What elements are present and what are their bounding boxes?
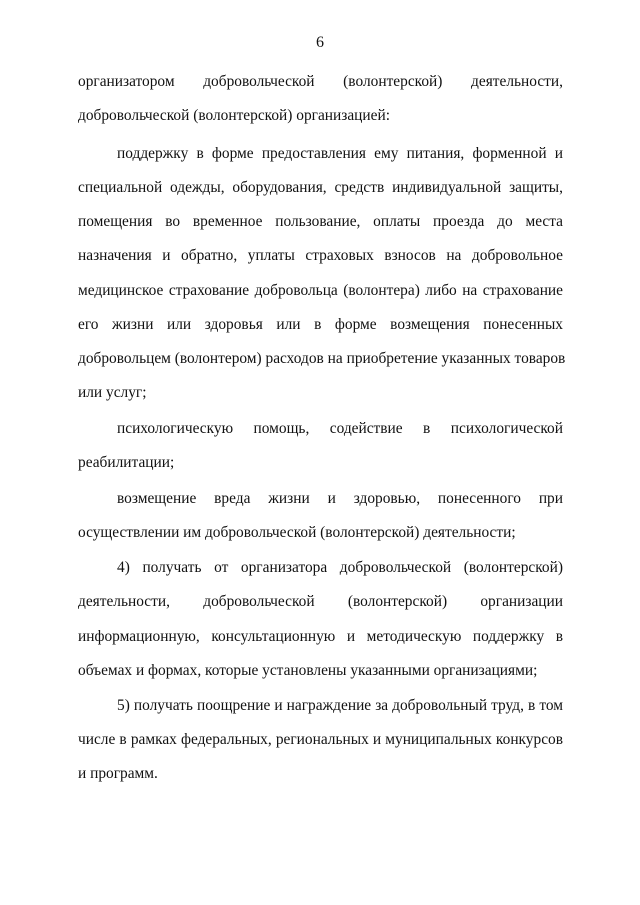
text-line: специальной одежды, оборудования, средств индивидуальной защиты, — [78, 179, 563, 196]
text-line: и программ. — [78, 765, 158, 782]
text-line: возмещение вреда жизни и здоровью, понесенного при — [117, 490, 563, 507]
text-line: или услуг; — [78, 384, 147, 401]
text-line: осуществлении им добровольческой (волонтерской) деятельности; — [78, 524, 516, 541]
text-line: деятельности, добровольческой (волонтерской) организации — [78, 593, 563, 610]
text-line: назначения и обратно, уплаты страховых взносов на добровольное — [78, 247, 563, 264]
text-line: реабилитации; — [78, 454, 175, 471]
page-number: 6 — [316, 34, 324, 51]
text-line: медицинское страхование добровольца (волонтера) либо на страхование — [78, 282, 563, 299]
text-line: психологическую помощь, содействие в психологической — [117, 420, 563, 437]
text-line: 5) получать поощрение и награждение за добровольный труд, в том — [117, 697, 563, 714]
text-line: организатором добровольческой (волонтерской) деятельности, — [78, 73, 563, 90]
text-line: помещения во временное пользование, оплаты проезда до места — [78, 213, 563, 230]
text-line: добровольческой (волонтерской) организацией: — [78, 107, 390, 124]
text-line: поддержку в форме предоставления ему питания, форменной и — [117, 145, 563, 162]
text-line: его жизни или здоровья или в форме возмещения понесенных — [78, 316, 563, 333]
text-line: числе в рамках федеральных, региональных и муниципальных конкурсов — [78, 731, 563, 748]
text-line: информационную, консультационную и методическую поддержку в — [78, 628, 563, 645]
text-line: 4) получать от организатора добровольческой (волонтерской) — [117, 559, 563, 576]
text-line: объемах и формах, которые установлены указанными организациями; — [78, 662, 538, 679]
text-line: добровольцем (волонтером) расходов на приобретение указанных товаров — [78, 350, 566, 367]
